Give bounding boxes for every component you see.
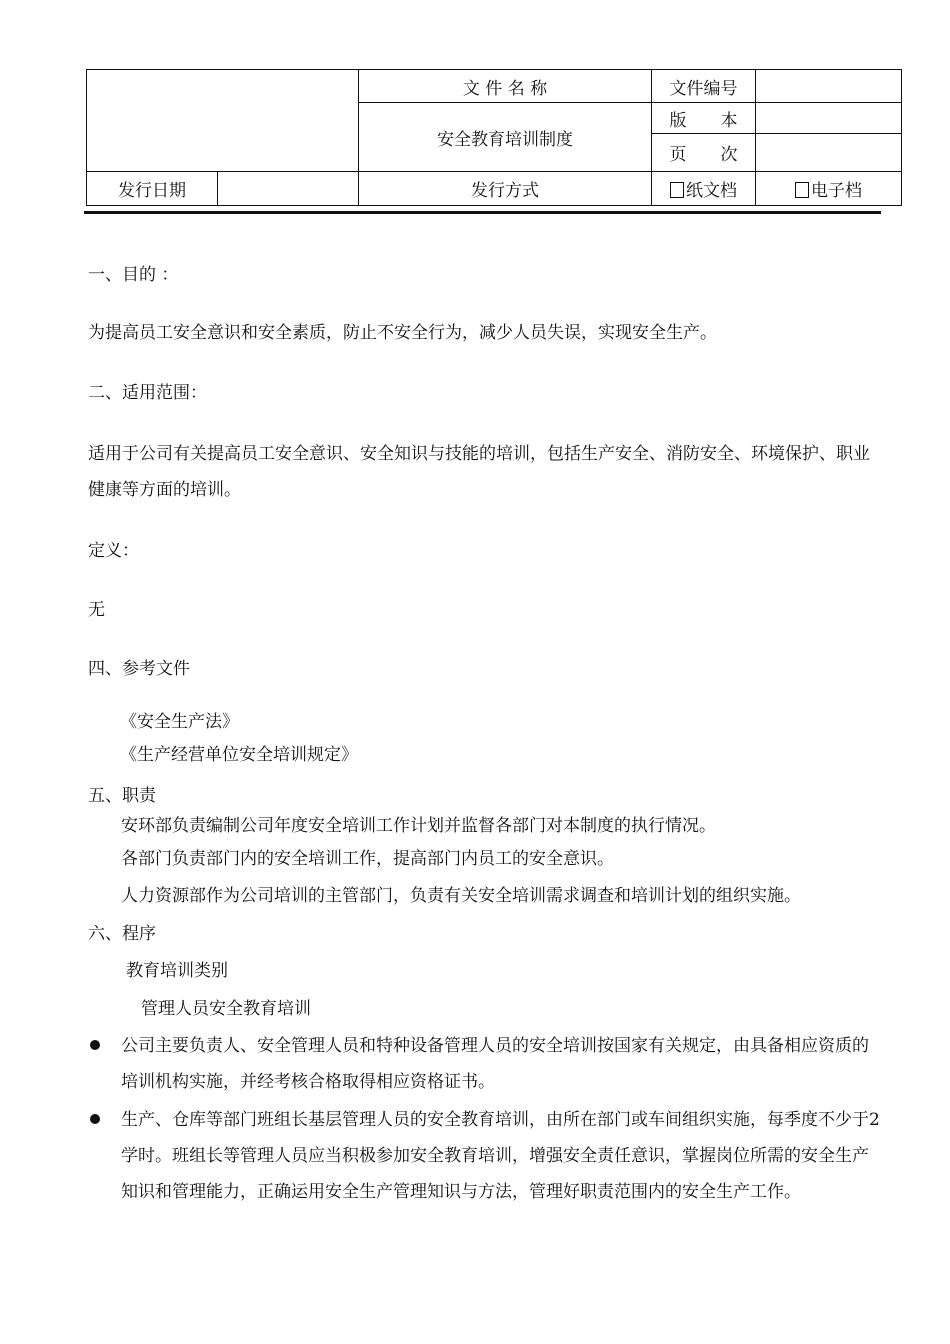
doc-name-value: 安全教育培训制度 <box>359 103 652 172</box>
checkbox-icon <box>795 182 809 198</box>
section-heading-scope: 二、适用范围： <box>88 383 207 403</box>
page-value <box>756 134 902 172</box>
doc-no-label: 文件编号 <box>652 70 756 103</box>
definition-text: 无 <box>88 600 105 620</box>
purpose-text: 为提高员工安全意识和安全素质，防止不安全行为，减少人员失误，实现安全生产。 <box>88 323 717 343</box>
doc-name-label: 文 件 名 称 <box>359 70 652 103</box>
reference-item: 《安全生产法》 <box>120 712 239 732</box>
section-heading-purpose: 一、目的 ： <box>88 265 179 285</box>
section-heading-definition: 定义： <box>88 541 139 561</box>
paper-option[interactable] <box>652 172 756 206</box>
page-label: 页 次 <box>652 134 756 172</box>
duty-item: 安环部负责编制公司年度安全培训工作计划并监督各部门对本制度的执行情况。 <box>121 816 716 836</box>
document-header-table <box>86 69 902 206</box>
bullet-icon <box>90 1040 100 1050</box>
doc-no-value <box>756 70 902 103</box>
electronic-option[interactable] <box>756 172 902 206</box>
bullet-paragraph: 公司主要负责人、安全管理人员和特种设备管理人员的安全培训按国家有关规定，由具备相应资质的培训机构实施，并经考核合格取得相应资格证书。 <box>121 1036 869 1092</box>
duty-item: 人力资源部作为公司培训的主管部门，负责有关安全培训需求调查和培训计划的组织实施。 <box>121 886 801 906</box>
version-value <box>756 103 902 134</box>
scope-text: 适用于公司有关提高员工安全意识、安全知识与技能的培训，包括生产安全、消防安全、环境保护、职业健康等方面的培训。 <box>88 444 870 500</box>
section-heading-duties: 五、职责 <box>88 786 156 806</box>
header-rule <box>84 211 881 214</box>
electronic-option-label: 电子档 <box>811 181 862 201</box>
issue-method-label: 发行方式 <box>359 172 652 206</box>
section-heading-references: 四、参考文件 <box>88 659 190 679</box>
version-label: 版 本 <box>652 103 756 134</box>
bullet-paragraph: 生产、仓库等部门班组长基层管理人员的安全教育培训，由所在部门或车间组织实施，每季度不少于2学时。班组长等管理人员应当积极参加安全教育培训，增强安全责任意识，掌握岗位所需的安全生产知识和管理能力，正确运用安全生产管理知识与方法，管理好职责范围内的安全生产工作。 <box>121 1110 880 1202</box>
logo-cell <box>87 70 359 172</box>
issue-date-value <box>218 172 359 206</box>
duty-item: 各部门负责部门内的安全培训工作，提高部门内员工的安全意识。 <box>121 849 614 869</box>
subheading-categories: 教育培训类别 <box>126 961 228 981</box>
issue-date-label: 发行日期 <box>87 172 218 206</box>
bullet-icon <box>90 1114 100 1124</box>
section-heading-procedure: 六、程序 <box>88 924 156 944</box>
subheading-management-training: 管理人员安全教育培训 <box>141 999 311 1019</box>
checkbox-icon <box>670 182 684 198</box>
paper-option-label: 纸文档 <box>686 181 737 201</box>
reference-item: 《生产经营单位安全培训规定》 <box>120 745 358 765</box>
